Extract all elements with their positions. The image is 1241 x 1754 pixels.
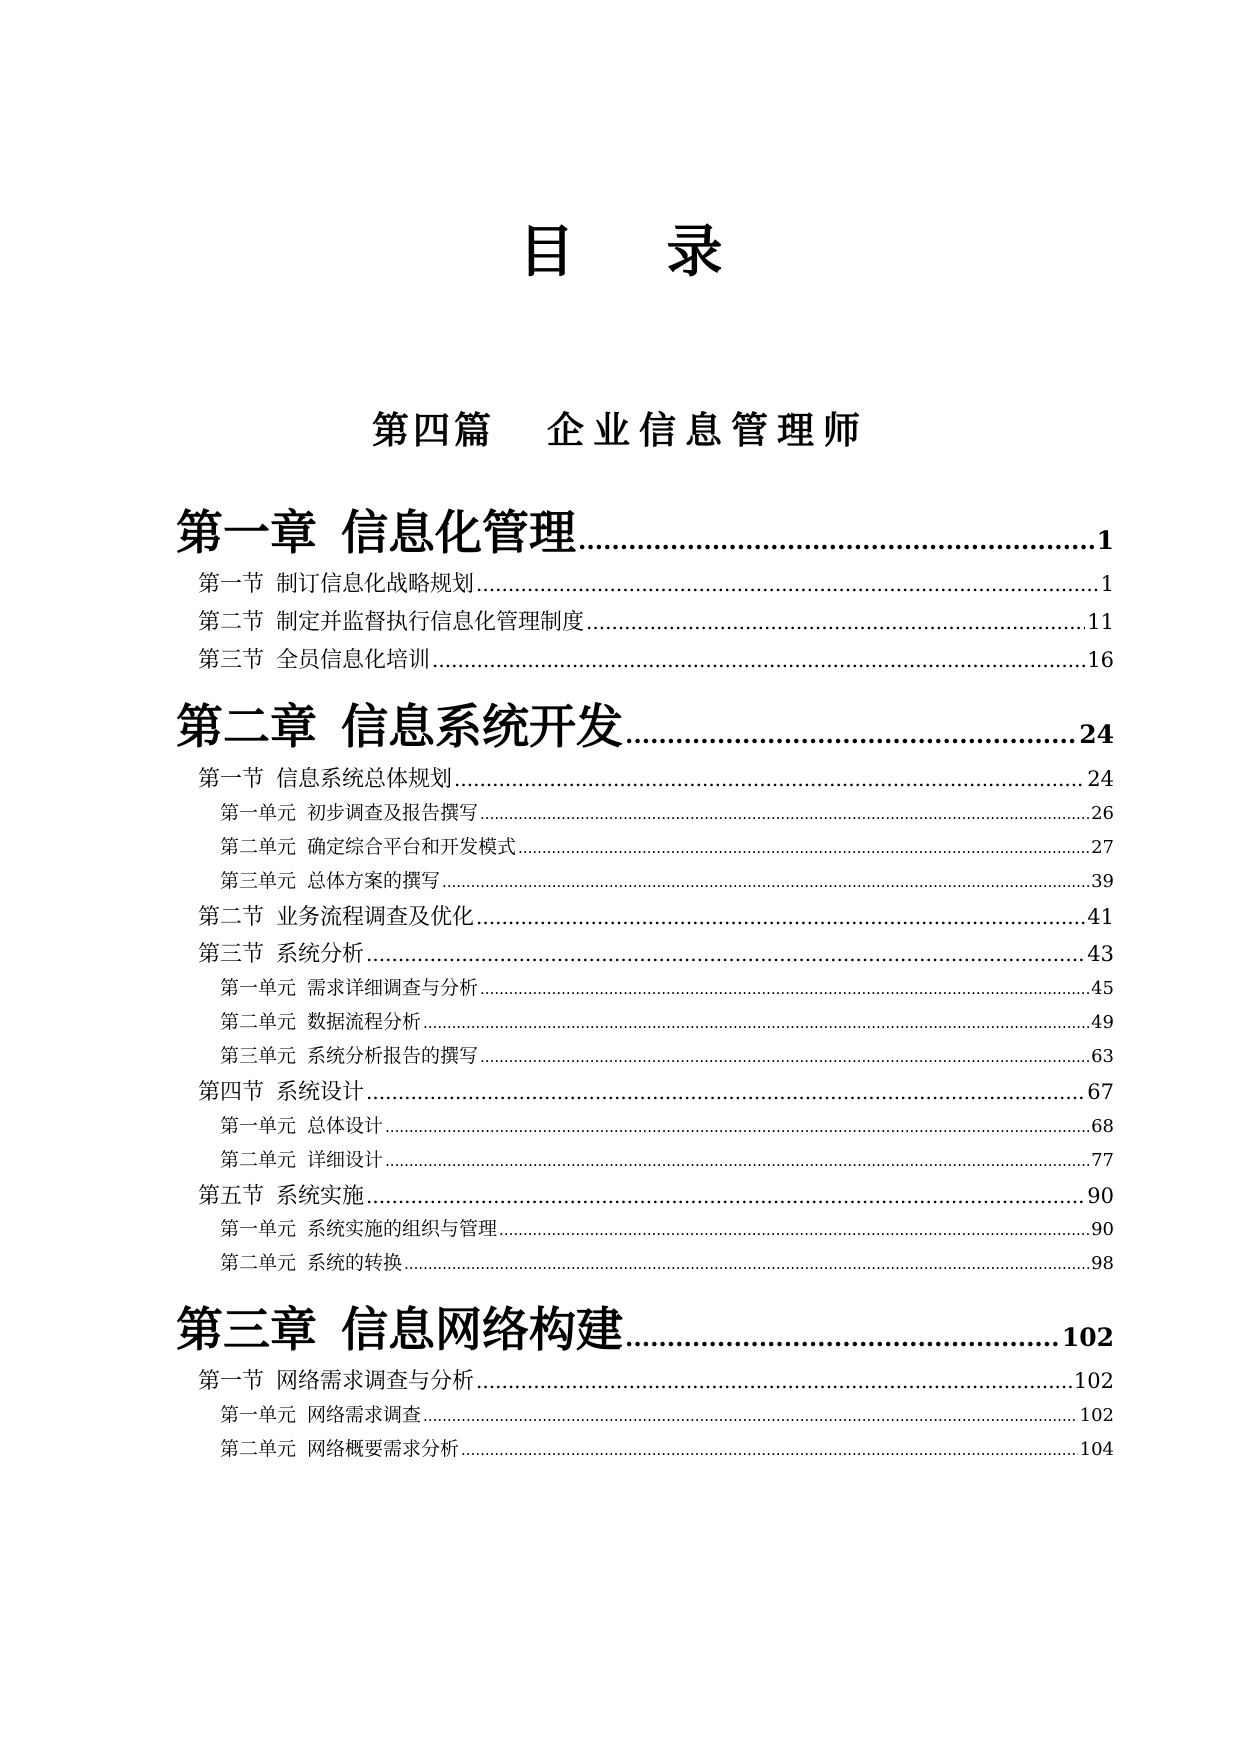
toc-section-entry[interactable] <box>198 937 1114 968</box>
toc-entry-number: 第三单元 <box>220 1045 297 1067</box>
toc-entry-page-number: 16 <box>1087 648 1114 672</box>
toc-entry-label <box>220 1111 383 1138</box>
toc-chapter-entry[interactable] <box>176 690 1114 757</box>
toc-entry-number: 第一节 <box>198 1369 265 1394</box>
dot-leader <box>454 767 1085 791</box>
toc-entry-label <box>220 1248 402 1275</box>
toc-entry-label <box>220 866 440 893</box>
toc-entry-number: 第二单元 <box>220 1011 297 1033</box>
toc-entry-title: 系统实施的组织与管理 <box>307 1218 498 1240</box>
toc-entry-label <box>176 690 623 757</box>
toc-unit-entry[interactable] <box>220 973 1114 1000</box>
toc-entry-title: 需求详细调查与分析 <box>307 977 479 999</box>
dot-leader <box>476 572 1099 596</box>
toc-entry-label <box>198 567 474 598</box>
toc-entry-page-number: 102 <box>1073 1369 1114 1393</box>
toc-section-entry[interactable] <box>198 1364 1114 1395</box>
dot-leader <box>578 526 1095 555</box>
toc-entry-number: 第一单元 <box>220 977 297 999</box>
toc-unit-entry[interactable] <box>220 1007 1114 1034</box>
toc-entry-label <box>220 973 478 1000</box>
toc-entry-number: 第二单元 <box>220 1438 297 1460</box>
toc-section-entry[interactable] <box>198 1075 1114 1106</box>
toc-unit-entry[interactable] <box>220 832 1114 859</box>
toc-section-entry[interactable] <box>198 900 1114 931</box>
page-title-char-2: 录 <box>666 219 723 285</box>
toc-entry-title: 初步调查及报告撰写 <box>307 802 479 824</box>
toc-unit-entry[interactable] <box>220 1145 1114 1172</box>
toc-unit-entry[interactable] <box>220 866 1114 893</box>
toc-entry-number: 第五节 <box>198 1184 265 1209</box>
toc-entry-page-number: 98 <box>1091 1253 1114 1274</box>
dot-leader <box>385 1152 1089 1170</box>
toc-unit-entry[interactable] <box>220 798 1114 825</box>
dot-leader <box>366 1080 1085 1104</box>
toc-entry-title: 详细设计 <box>307 1149 384 1171</box>
dot-leader <box>480 1048 1089 1066</box>
toc-entry-label <box>220 1041 478 1068</box>
toc-entry-page-number: 90 <box>1087 1184 1114 1208</box>
toc-entry-number: 第二单元 <box>220 836 297 858</box>
toc-entry-page-number: 49 <box>1091 1012 1114 1033</box>
toc-entry-number: 第三单元 <box>220 870 297 892</box>
toc-entry-page-number: 27 <box>1091 837 1114 858</box>
toc-entry-title: 确定综合平台和开发模式 <box>307 836 517 858</box>
dot-leader <box>476 905 1085 929</box>
toc-entry-title: 信息系统开发 <box>341 700 623 755</box>
dot-leader <box>499 1221 1089 1239</box>
toc-entry-number: 第四节 <box>198 1080 265 1105</box>
toc-section-entry[interactable] <box>198 643 1114 674</box>
toc-entry-number: 第二节 <box>198 905 265 930</box>
toc-entry-page-number: 1 <box>1096 526 1114 555</box>
dot-leader <box>432 648 1085 672</box>
toc-entry-label <box>198 937 364 968</box>
toc-section-entry[interactable] <box>198 605 1114 636</box>
dot-leader <box>366 942 1085 966</box>
toc-entry-page-number: 67 <box>1087 1080 1114 1104</box>
toc-entry-number: 第一单元 <box>220 802 297 824</box>
toc-entry-page-number: 90 <box>1091 1219 1114 1240</box>
dot-leader <box>442 873 1089 891</box>
dot-leader <box>518 839 1089 857</box>
toc-entry-page-number: 77 <box>1091 1150 1114 1171</box>
toc-entry-page-number: 41 <box>1087 905 1114 929</box>
toc-entry-label <box>198 643 430 674</box>
toc-entry-label <box>176 1293 623 1360</box>
toc-section-entry[interactable] <box>198 567 1114 598</box>
toc-unit-entry[interactable] <box>220 1041 1114 1068</box>
toc-chapter-entry[interactable] <box>176 496 1114 563</box>
toc-entry-title: 网络需求调查 <box>307 1404 422 1426</box>
toc-entry-number: 第一节 <box>198 572 265 597</box>
toc-entry-title: 数据流程分析 <box>307 1011 422 1033</box>
toc-entry-page-number: 11 <box>1087 610 1114 634</box>
toc-entry-page-number: 26 <box>1091 803 1114 824</box>
toc-entry-page-number: 1 <box>1100 572 1114 596</box>
dot-leader <box>423 1407 1078 1425</box>
toc-entry-label <box>198 1179 364 1210</box>
toc-entry-number: 第一单元 <box>220 1218 297 1240</box>
toc-entry-number: 第二单元 <box>220 1149 297 1171</box>
toc-entry-label <box>198 605 584 636</box>
toc-entry-label <box>220 1145 383 1172</box>
toc-entry-label <box>220 832 516 859</box>
toc-entry-number: 第一节 <box>198 767 265 792</box>
dot-leader <box>476 1369 1072 1393</box>
toc-entry-title: 系统设计 <box>276 1080 365 1105</box>
toc-entry-title: 系统的转换 <box>307 1252 403 1274</box>
dot-leader <box>586 610 1085 634</box>
toc-entry-title: 系统分析报告的撰写 <box>307 1045 479 1067</box>
toc-entry-page-number: 43 <box>1087 942 1114 966</box>
toc-entry-label <box>198 900 474 931</box>
toc-entry-title: 系统实施 <box>276 1184 365 1209</box>
toc-entry-number: 第一章 <box>176 506 317 561</box>
toc-entry-page-number: 24 <box>1079 720 1114 749</box>
part-number: 第四篇 <box>372 408 495 452</box>
toc-entry-title: 信息网络构建 <box>341 1303 623 1358</box>
dot-leader <box>366 1184 1085 1208</box>
toc-entry-title: 制定并监督执行信息化管理制度 <box>276 610 585 635</box>
toc-entry-page-number: 24 <box>1087 767 1114 791</box>
part-title <box>0 408 1241 452</box>
toc-entry-label <box>220 1214 497 1241</box>
toc-entry-page-number: 104 <box>1079 1439 1114 1460</box>
toc-entry-title: 网络需求调查与分析 <box>276 1369 475 1394</box>
dot-leader <box>625 720 1077 749</box>
toc-entry-page-number: 102 <box>1079 1405 1114 1426</box>
toc-entry-label <box>198 762 452 793</box>
toc-entry-page-number: 102 <box>1061 1323 1114 1352</box>
toc-entry-number: 第三章 <box>176 1303 317 1358</box>
toc-entry-title: 信息系统总体规划 <box>276 767 453 792</box>
toc-entry-number: 第三节 <box>198 648 265 673</box>
page-title-char-1: 目 <box>518 219 575 285</box>
part-name: 企业信息管理师 <box>547 408 869 452</box>
toc-entry-title: 业务流程调查及优化 <box>276 905 475 930</box>
toc-entry-label <box>220 1434 459 1461</box>
toc-entry-number: 第一单元 <box>220 1404 297 1426</box>
toc-entry-label <box>220 798 478 825</box>
page-title <box>0 219 1241 285</box>
toc-entry-number: 第二章 <box>176 700 317 755</box>
toc-entry-label <box>176 496 576 563</box>
toc-entry-label <box>220 1400 421 1427</box>
toc-unit-entry[interactable] <box>220 1214 1114 1241</box>
dot-leader <box>625 1323 1060 1352</box>
toc-section-entry[interactable] <box>198 1179 1114 1210</box>
toc-section-entry[interactable] <box>198 762 1114 793</box>
toc-entry-page-number: 39 <box>1091 871 1114 892</box>
toc-entry-title: 制订信息化战略规划 <box>276 572 475 597</box>
dot-leader <box>385 1118 1089 1136</box>
toc-entry-title: 全员信息化培训 <box>276 648 431 673</box>
toc-entry-label <box>198 1075 364 1106</box>
toc-entry-number: 第一单元 <box>220 1115 297 1137</box>
toc-unit-entry[interactable] <box>220 1434 1114 1461</box>
toc-entry-title: 系统分析 <box>276 942 365 967</box>
toc-entry-number: 第三节 <box>198 942 265 967</box>
dot-leader <box>480 805 1089 823</box>
dot-leader <box>423 1014 1089 1032</box>
toc-unit-entry[interactable] <box>220 1400 1114 1427</box>
dot-leader <box>480 980 1089 998</box>
toc-unit-entry[interactable] <box>220 1111 1114 1138</box>
toc-entry-page-number: 68 <box>1091 1116 1114 1137</box>
toc-unit-entry[interactable] <box>220 1248 1114 1275</box>
toc-entry-title: 总体方案的撰写 <box>307 870 441 892</box>
toc-entry-number: 第二单元 <box>220 1252 297 1274</box>
toc-entry-label <box>220 1007 421 1034</box>
toc-entry-title: 网络概要需求分析 <box>307 1438 460 1460</box>
toc-entry-number: 第二节 <box>198 610 265 635</box>
dot-leader <box>461 1441 1078 1459</box>
toc-chapter-entry[interactable] <box>176 1293 1114 1360</box>
toc-entry-title: 信息化管理 <box>341 506 576 561</box>
toc-entry-page-number: 45 <box>1091 978 1114 999</box>
toc-entry-title: 总体设计 <box>307 1115 384 1137</box>
toc-entry-page-number: 63 <box>1091 1046 1114 1067</box>
toc-entry-label <box>198 1364 474 1395</box>
dot-leader <box>404 1255 1089 1273</box>
